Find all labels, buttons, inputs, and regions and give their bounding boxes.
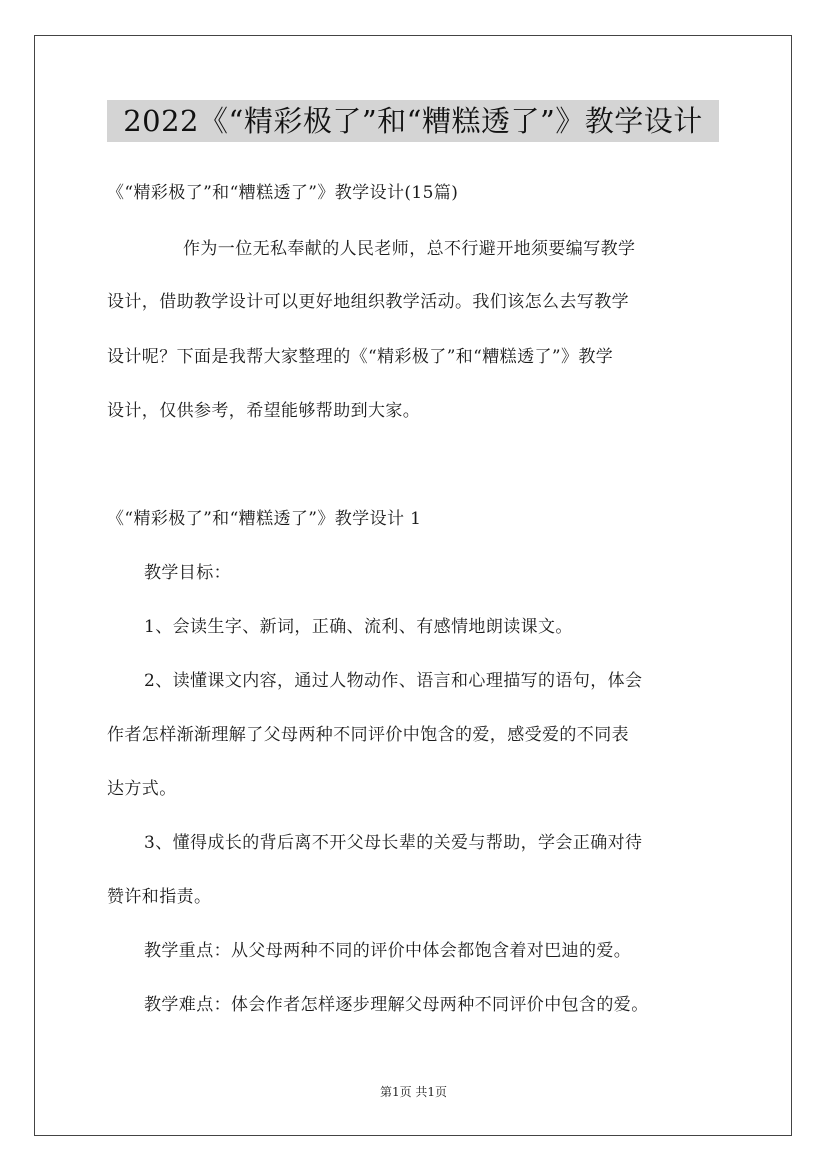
body-line: 3、懂得成长的背后离不开父母长辈的关爱与帮助，学会正确对待 — [144, 833, 643, 853]
body-line: 赞许和指责。 — [107, 887, 212, 907]
page-number-footer: 第1页 共1页 — [379, 1085, 448, 1099]
body-line: 达方式。 — [107, 779, 177, 799]
document-subtitle: 《“精彩极了”和“糟糕透了”》教学设计(15篇) — [107, 183, 459, 203]
intro-paragraph-line: 设计，仅供参考，希望能够帮助到大家。 — [107, 401, 421, 421]
intro-paragraph-line: 设计呢？下面是我帮大家整理的《“精彩极了”和“糟糕透了”》教学 — [107, 347, 614, 367]
body-line: 教学目标： — [144, 563, 231, 583]
body-line: 教学难点：体会作者怎样逐步理解父母两种不同评价中包含的爱。 — [144, 995, 649, 1015]
body-line: 2、读懂课文内容，通过人物动作、语言和心理描写的语句，体会 — [144, 671, 643, 691]
document-title: 2022《“精彩极了”和“糟糕透了”》教学设计 — [107, 100, 719, 142]
body-line: 作者怎样渐渐理解了父母两种不同评价中饱含的爱，感受爱的不同表 — [107, 725, 629, 745]
body-line: 教学重点：从父母两种不同的评价中体会都饱含着对巴迪的爱。 — [144, 941, 632, 961]
intro-paragraph-line: 作为一位无私奉献的人民老师，总不行避开地须要编写教学 — [183, 239, 636, 259]
intro-paragraph-line: 设计，借助教学设计可以更好地组织教学活动。我们该怎么去写教学 — [107, 292, 629, 312]
section-heading: 《“精彩极了”和“糟糕透了”》教学设计 1 — [107, 509, 422, 529]
body-line: 1、会读生字、新词，正确、流利、有感情地朗读课文。 — [144, 617, 573, 637]
